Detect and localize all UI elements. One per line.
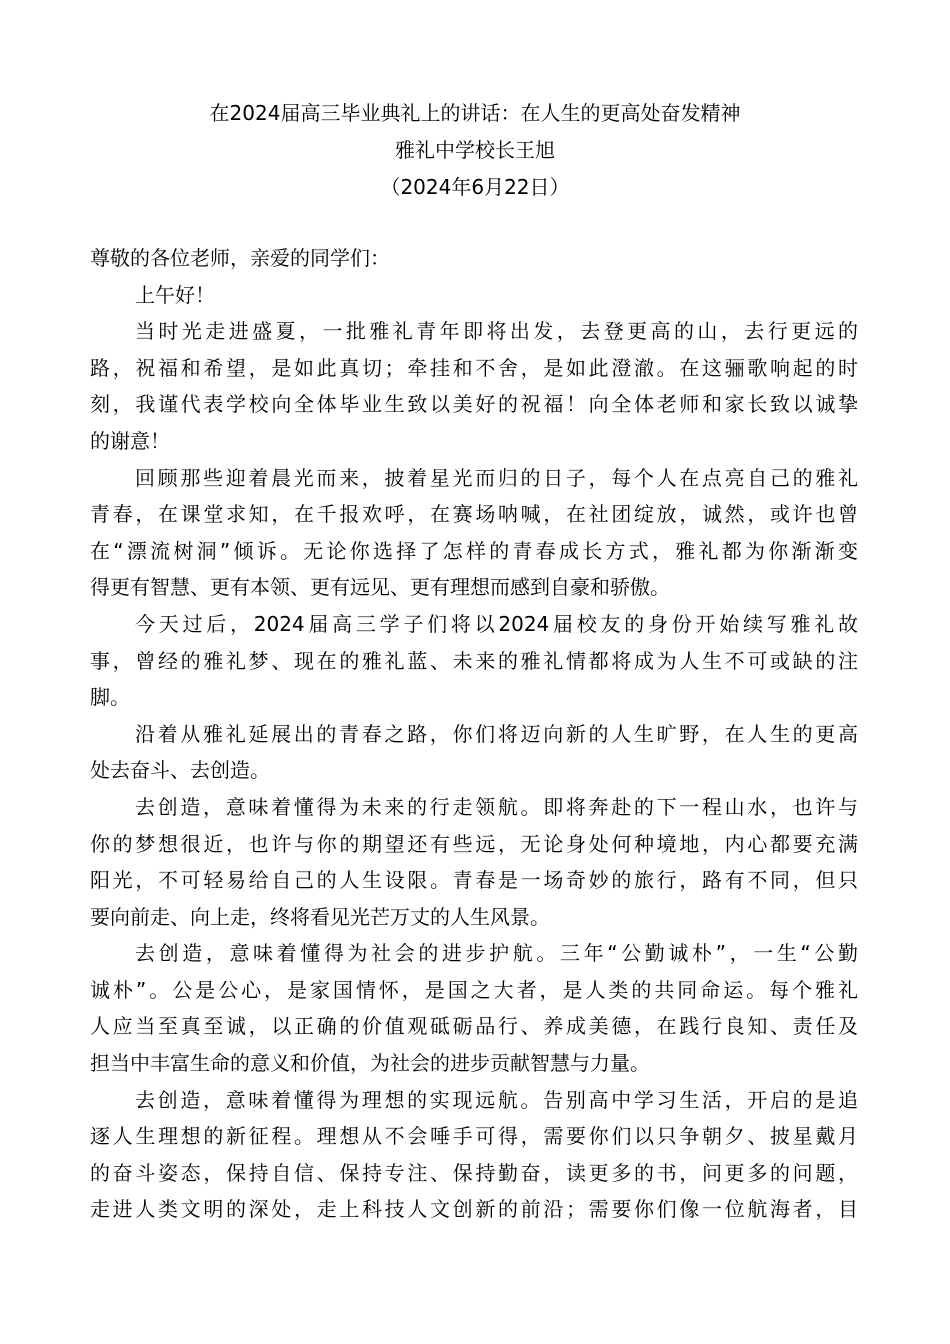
paragraph-line: 人应当至真至诚，以正确的价值观砥砺品行、养成美德，在践行良知、责任及 [90, 1014, 858, 1039]
document-header [0, 95, 950, 206]
paragraph-line: 逐人生理想的新征程。理想从不会唾手可得，需要你们以只争朝夕、披星戴月 [90, 1124, 858, 1149]
paragraph-line: 你的梦想很近，也许与你的期望还有些远，无论身处何种境地，内心都要充满 [90, 831, 858, 856]
paragraph-line: 路，祝福和希望，是如此真切；牵挂和不舍，是如此澄澈。在这骊歌响起的时 [90, 355, 858, 380]
paragraph-line: 去创造，意味着懂得为未来的行走领航。即将奔赴的下一程山水，也许与 [135, 794, 858, 819]
speech-date: （2024年6月22日） [380, 175, 570, 199]
salutation-line: 尊敬的各位老师，亲爱的同学们： [90, 246, 390, 270]
paragraph-line: 诚朴”。公是公心，是家国情怀，是国之大者，是人类的共同命运。每个雅礼 [90, 977, 858, 1002]
paragraph-line: 得更有智慧、更有本领、更有远见、更有理想而感到自豪和骄傲。 [90, 575, 670, 600]
paragraph-line: 阳光，不可轻易给自己的人生设限。青春是一场奇妙的旅行，路有不同，但只 [90, 868, 858, 893]
speech-author: 雅礼中学校长王旭 [395, 138, 555, 162]
paragraph-line: 沿着从雅礼延展出的青春之路，你们将迈向新的人生旷野，在人生的更高 [135, 721, 858, 746]
paragraph-line: 刻，我谨代表学校向全体毕业生致以美好的祝福！向全体老师和家长致以诚挚 [90, 392, 858, 417]
paragraph-line: 今天过后，2024届高三学子们将以2024届校友的身份开始续写雅礼故 [135, 611, 858, 636]
paragraph-line: 处去奋斗、去创造。 [90, 758, 270, 783]
paragraph-line: 事，曾经的雅礼梦、现在的雅礼蓝、未来的雅礼情都将成为人生不可或缺的注 [90, 648, 858, 673]
paragraph-line: 去创造，意味着懂得为社会的进步护航。三年“公勤诚朴”，一生“公勤 [135, 941, 858, 966]
paragraph-line: 回顾那些迎着晨光而来，披着星光而归的日子，每个人在点亮自己的雅礼 [135, 465, 858, 490]
paragraph-line: 要向前走、向上走，终将看见光芒万丈的人生风景。 [90, 904, 550, 929]
paragraph-line: 的谢意！ [90, 428, 170, 453]
paragraph-line: 的奋斗姿态，保持自信、保持专注、保持勤奋，读更多的书，问更多的问题， [90, 1160, 858, 1185]
greeting-line: 上午好！ [135, 282, 215, 307]
speech-title: 在2024届高三毕业典礼上的讲话：在人生的更高处奋发精神 [209, 101, 741, 125]
speech-body [90, 240, 858, 1228]
paragraph-line: 担当中丰富生命的意义和价值，为社会的进步贡献智慧与力量。 [90, 1051, 650, 1076]
paragraph-line: 走进人类文明的深处，走上科技人文创新的前沿；需要你们像一位航海者，目 [90, 1197, 858, 1222]
paragraph-line: 去创造，意味着懂得为理想的实现远航。告别高中学习生活，开启的是追 [135, 1087, 858, 1112]
paragraph-line: 当时光走进盛夏，一批雅礼青年即将出发，去登更高的山，去行更远的 [135, 319, 858, 344]
paragraph-line: 在“漂流树洞”倾诉。无论你选择了怎样的青春成长方式，雅礼都为你渐渐变 [90, 538, 858, 563]
paragraph-line: 青春，在课堂求知，在千报欢呼，在赛场呐喊，在社团绽放，诚然，或许也曾 [90, 502, 858, 527]
paragraph-line: 脚。 [90, 685, 130, 710]
